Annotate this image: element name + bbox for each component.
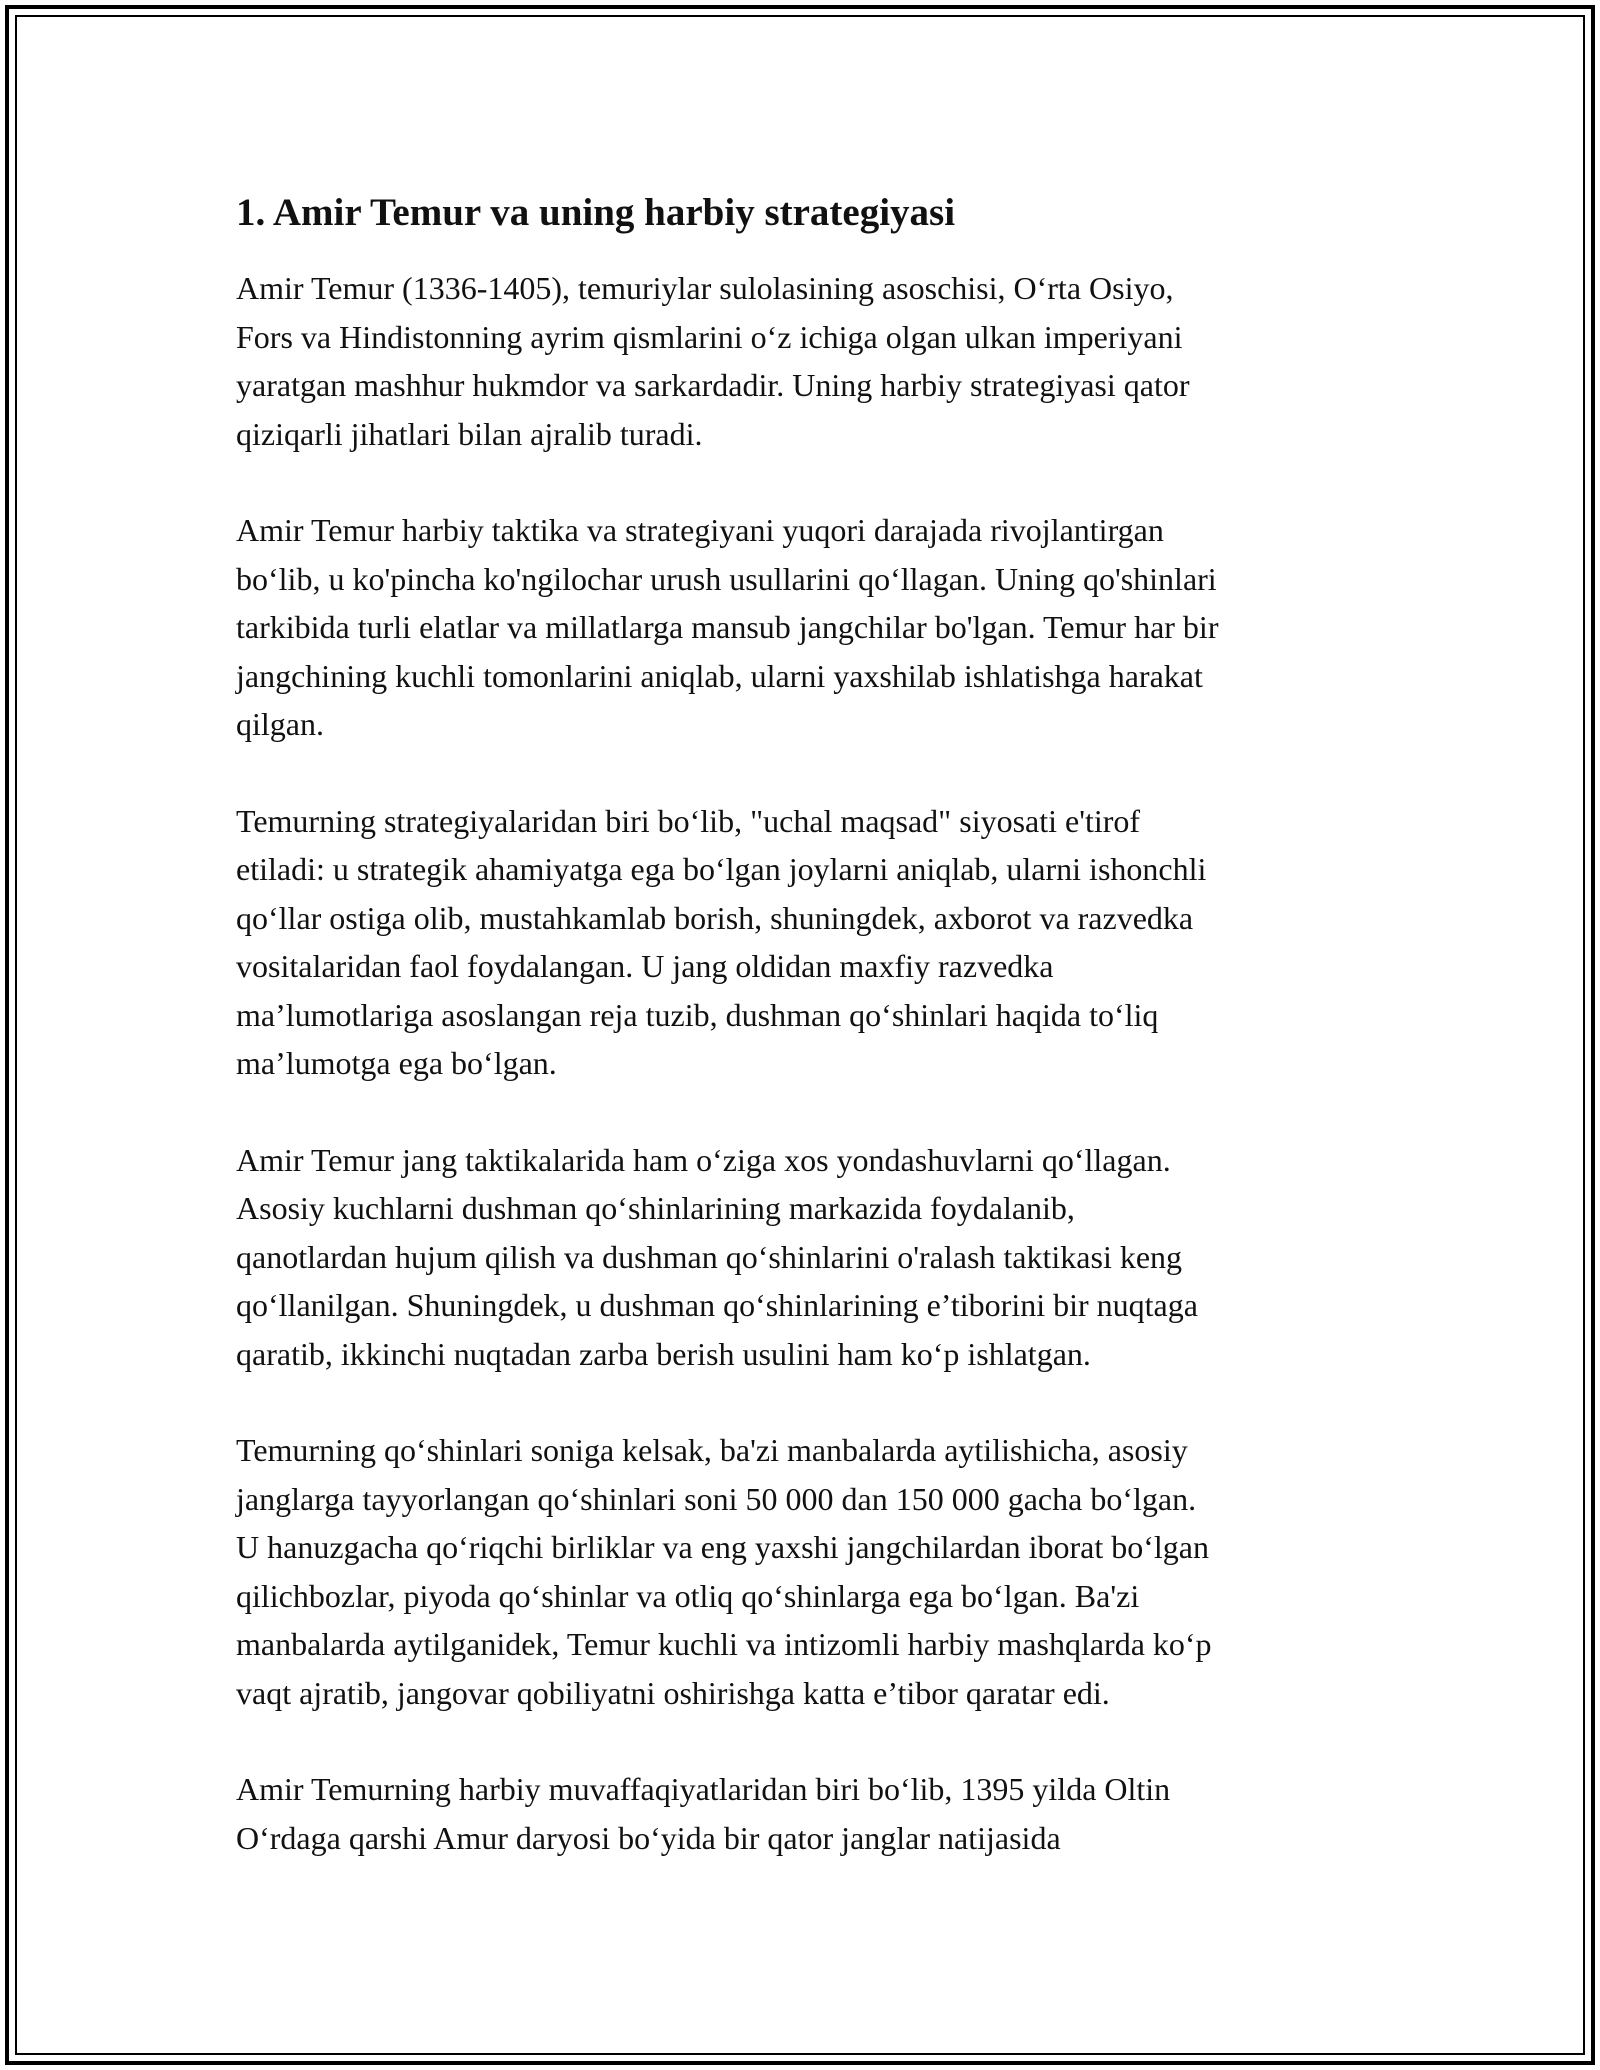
text-line: ma’lumotlariga asoslangan reja tuzib, dushman qo‘shinlari haqida to‘liq — [236, 996, 1159, 1033]
paragraph-1 — [236, 264, 1376, 458]
text-line: qiziqarli jihatlari bilan ajralib turadi. — [236, 415, 703, 452]
text-line: ma’lumotga ega bo‘lgan. — [236, 1045, 557, 1081]
paragraph-3 — [236, 797, 1376, 1088]
text-line: manbalarda aytilganidek, Temur kuchli va intizomli harbiy mashqlarda ko‘p — [236, 1626, 1212, 1662]
document-body — [236, 188, 1376, 1910]
text-line: Fors va Hindistonning ayrim qismlarini o‘z ichiga olgan ulkan imperiyani — [236, 318, 1183, 355]
text-line: janglarga tayyorlangan qo‘shinlari soni 50 000 dan 150 000 gacha bo‘lgan. — [236, 1480, 1197, 1517]
text-line: Amir Temur harbiy taktika va strategiyani yuqori darajada rivojlantirgan — [236, 512, 1164, 548]
text-line: qilichbozlar, piyoda qo‘shinlar va otliq qo‘shinlarga ega bo‘lgan. Ba'zi — [236, 1577, 1140, 1614]
text-line: etiladi: u strategik ahamiyatga ega bo‘lgan joylarni aniqlab, ularni ishonchli — [236, 851, 1207, 887]
text-line: Asosiy kuchlarni dushman qo‘shinlarining markazida foydalanib, — [236, 1190, 1075, 1226]
text-line: Amir Temur (1336-1405), temuriylar sulolasining asoschisi, O‘rta Osiyo, — [236, 270, 1174, 306]
text-line: Amir Temur jang taktikalarida ham o‘ziga xos yondashuvlarni qo‘llagan. — [236, 1141, 1171, 1178]
text-line: qilgan. — [236, 706, 324, 742]
text-line: Amir Temurning harbiy muvaffaqiyatlaridan biri bo‘lib, 1395 yilda Oltin — [236, 1771, 1171, 1807]
text-line: vaqt ajratib, jangovar qobiliyatni oshirishga katta e’tibor qaratar edi. — [236, 1674, 1110, 1711]
paragraph-4 — [236, 1136, 1376, 1379]
text-line: qo‘llar ostiga olib, mustahkamlab borish, shuningdek, axborot va razvedka — [236, 899, 1194, 936]
text-line: Temurning strategiyalaridan biri bo‘lib, "uchal maqsad" siyosati e'tirof — [236, 802, 1141, 839]
paragraph-6 — [236, 1765, 1376, 1862]
text-line: qanotlardan hujum qilish va dushman qo‘shinlarini o'ralash taktikasi keng — [236, 1238, 1183, 1275]
text-line: bo‘lib, u ko'pincha ko'ngilochar urush usullarini qo‘llagan. Uning qo'shinlari — [236, 560, 1217, 597]
text-line: tarkibida turli elatlar va millatlarga mansub jangchilar bo'lgan. Temur har bir — [236, 609, 1219, 645]
text-line: Temurning qo‘shinlari soniga kelsak, ba'zi manbalarda aytilishicha, asosiy — [236, 1432, 1188, 1468]
paragraph-2 — [236, 506, 1376, 749]
section-heading: 1. Amir Temur va uning harbiy strategiyasi — [236, 191, 956, 234]
text-line: jangchining kuchli tomonlarini aniqlab, ularni yaxshilab ishlatishga harakat — [236, 657, 1203, 694]
text-line: qaratib, ikkinchi nuqtadan zarba berish usulini ham ko‘p ishlatgan. — [236, 1335, 1091, 1372]
paragraph-5 — [236, 1426, 1376, 1717]
text-line: yaratgan mashhur hukmdor va sarkardadir. Uning harbiy strategiyasi qator — [236, 367, 1190, 403]
text-line: vositalaridan faol foydalangan. U jang oldidan maxfiy razvedka — [236, 948, 1054, 984]
text-line: O‘rdaga qarshi Amur daryosi bo‘yida bir qator janglar natijasida — [236, 1819, 1061, 1856]
text-line: qo‘llanilgan. Shuningdek, u dushman qo‘shinlarining e’tiborini bir nuqtaga — [236, 1287, 1198, 1323]
text-line: U hanuzgacha qo‘riqchi birliklar va eng yaxshi jangchilardan iborat bo‘lgan — [236, 1529, 1209, 1565]
